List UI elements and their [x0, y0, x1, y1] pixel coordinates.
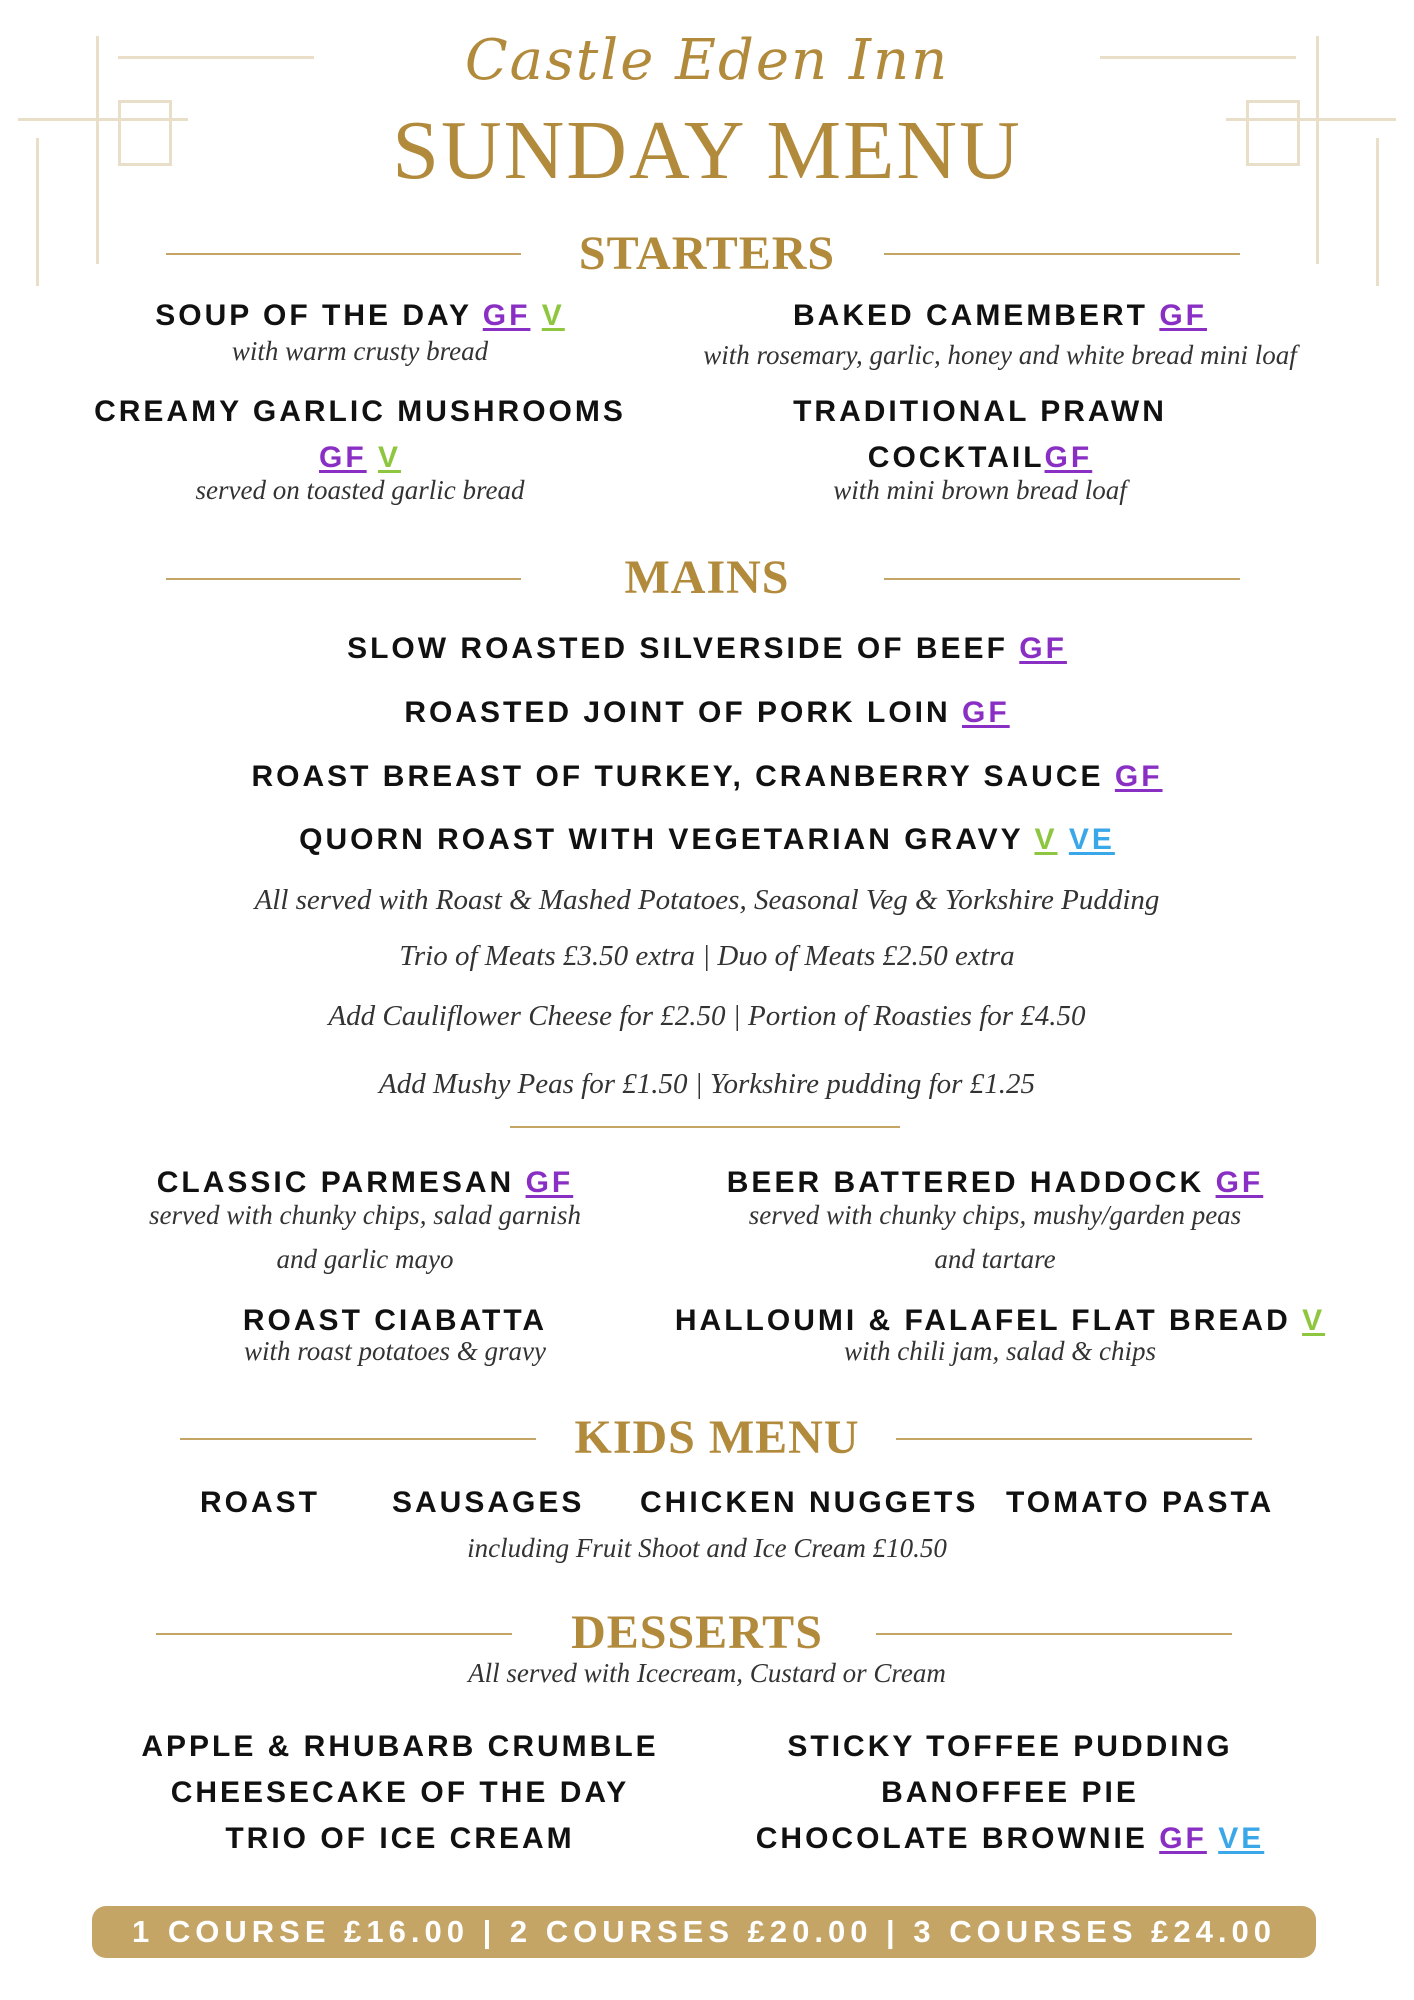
dish-name-continued: COCKTAILGF	[867, 441, 1093, 474]
kids-item: CHICKEN NUGGETS	[640, 1486, 979, 1519]
dish-description: and tartare	[934, 1244, 1056, 1274]
kids-item: ROAST	[200, 1486, 320, 1519]
dish-description: and garlic mayo	[276, 1244, 454, 1274]
section-heading-kids: KIDS MENU	[574, 1411, 860, 1464]
gf-tag: GF	[318, 441, 367, 474]
main-roast-item: QUORN ROAST WITH VEGETARIAN GRAVY V VE	[299, 823, 1115, 856]
section-divider	[166, 578, 521, 580]
restaurant-name: Castle Eden Inn	[464, 28, 950, 93]
gf-tag: GF	[1159, 299, 1207, 332]
main-roast-item: ROASTED JOINT OF PORK LOIN GF	[404, 696, 1010, 729]
dessert-item: CHEESECAKE OF THE DAY	[170, 1776, 630, 1809]
dish-name: BEER BATTERED HADDOCK GF	[726, 1166, 1264, 1199]
v-tag: V	[378, 441, 402, 474]
dish-name: CLASSIC PARMESAN GF	[156, 1166, 574, 1199]
section-divider	[876, 1633, 1232, 1635]
section-heading-desserts: DESSERTS	[571, 1606, 823, 1659]
section-divider	[180, 1438, 536, 1440]
ve-tag: VE	[1068, 823, 1115, 856]
dessert-item: APPLE & RHUBARB CRUMBLE	[141, 1730, 659, 1763]
section-divider	[884, 253, 1240, 255]
kids-note: including Fruit Shoot and Ice Cream £10.50	[467, 1533, 947, 1563]
section-divider	[884, 578, 1240, 580]
section-divider	[166, 253, 521, 255]
mains-note: Add Cauliflower Cheese for £2.50 | Portion of Roasties for £4.50	[328, 1000, 1086, 1032]
mains-note: All served with Roast & Mashed Potatoes, Seasonal Veg & Yorkshire Pudding	[254, 884, 1160, 916]
dish-description: with chili jam, salad & chips	[843, 1336, 1156, 1366]
v-tag: V	[1302, 1304, 1326, 1337]
gf-tag: GF	[482, 299, 531, 332]
dish-description: served with chunky chips, salad garnish	[149, 1200, 581, 1230]
v-tag: V	[1034, 823, 1058, 856]
dessert-item: BANOFFEE PIE	[881, 1776, 1139, 1809]
dessert-item: TRIO OF ICE CREAM	[225, 1822, 575, 1855]
mains-note: Add Mushy Peas for £1.50 | Yorkshire pudding for £1.25	[379, 1068, 1035, 1100]
section-divider	[896, 1438, 1252, 1440]
gf-tag: GF	[1159, 1822, 1207, 1855]
section-heading-mains: MAINS	[624, 551, 790, 604]
dish-description: with rosemary, garlic, honey and white bread mini loaf	[703, 340, 1297, 370]
dish-description: with warm crusty bread	[231, 336, 489, 366]
dish-name: HALLOUMI & FALAFEL FLAT BREAD V	[674, 1304, 1326, 1337]
dish-description: served with chunky chips, mushy/garden peas	[748, 1200, 1242, 1230]
dish-description: served on toasted garlic bread	[195, 475, 525, 505]
dessert-item: STICKY TOFFEE PUDDING	[787, 1730, 1233, 1763]
dish-name: SOUP OF THE DAY GF V	[155, 299, 565, 332]
dish-tags	[80, 441, 640, 475]
main-roast-item: ROAST BREAST OF TURKEY, CRANBERRY SAUCE GF	[251, 760, 1163, 793]
desserts-note: All served with Icecream, Custard or Cream	[468, 1658, 946, 1688]
dish-name: TRADITIONAL PRAWN	[793, 395, 1167, 428]
section-heading-starters: STARTERS	[578, 227, 836, 280]
gf-tag: GF	[525, 1166, 574, 1199]
gf-tag: GF	[962, 696, 1010, 729]
dish-name: ROAST CIABATTA	[242, 1304, 548, 1337]
price-bar: 1 COURSE £16.00 | 2 COURSES £20.00 | 3 COURSES £24.00	[92, 1906, 1316, 1958]
gf-tag: GF	[1044, 441, 1093, 474]
dish-description: with mini brown bread loaf	[833, 475, 1127, 505]
dish-name: BAKED CAMEMBERT GF	[792, 299, 1207, 332]
mains-divider	[510, 1126, 900, 1128]
kids-item: TOMATO PASTA	[1006, 1486, 1275, 1519]
dessert-item: CHOCOLATE BROWNIE GF VE	[755, 1822, 1265, 1855]
gf-tag: GF	[1114, 760, 1163, 793]
page-title: SUNDAY MENU	[392, 104, 1022, 197]
ve-tag: VE	[1218, 1822, 1265, 1855]
dish-name: CREAMY GARLIC MUSHROOMS	[94, 395, 626, 428]
main-roast-item: SLOW ROASTED SILVERSIDE OF BEEF GF	[347, 632, 1067, 665]
gf-tag: GF	[1019, 632, 1067, 665]
v-tag: V	[541, 299, 565, 332]
kids-item: SAUSAGES	[392, 1486, 585, 1519]
mains-note: Trio of Meats £3.50 extra | Duo of Meats £2.50 extra	[399, 940, 1015, 972]
section-divider	[156, 1633, 512, 1635]
gf-tag: GF	[1215, 1166, 1264, 1199]
dish-description: with roast potatoes & gravy	[244, 1336, 546, 1366]
